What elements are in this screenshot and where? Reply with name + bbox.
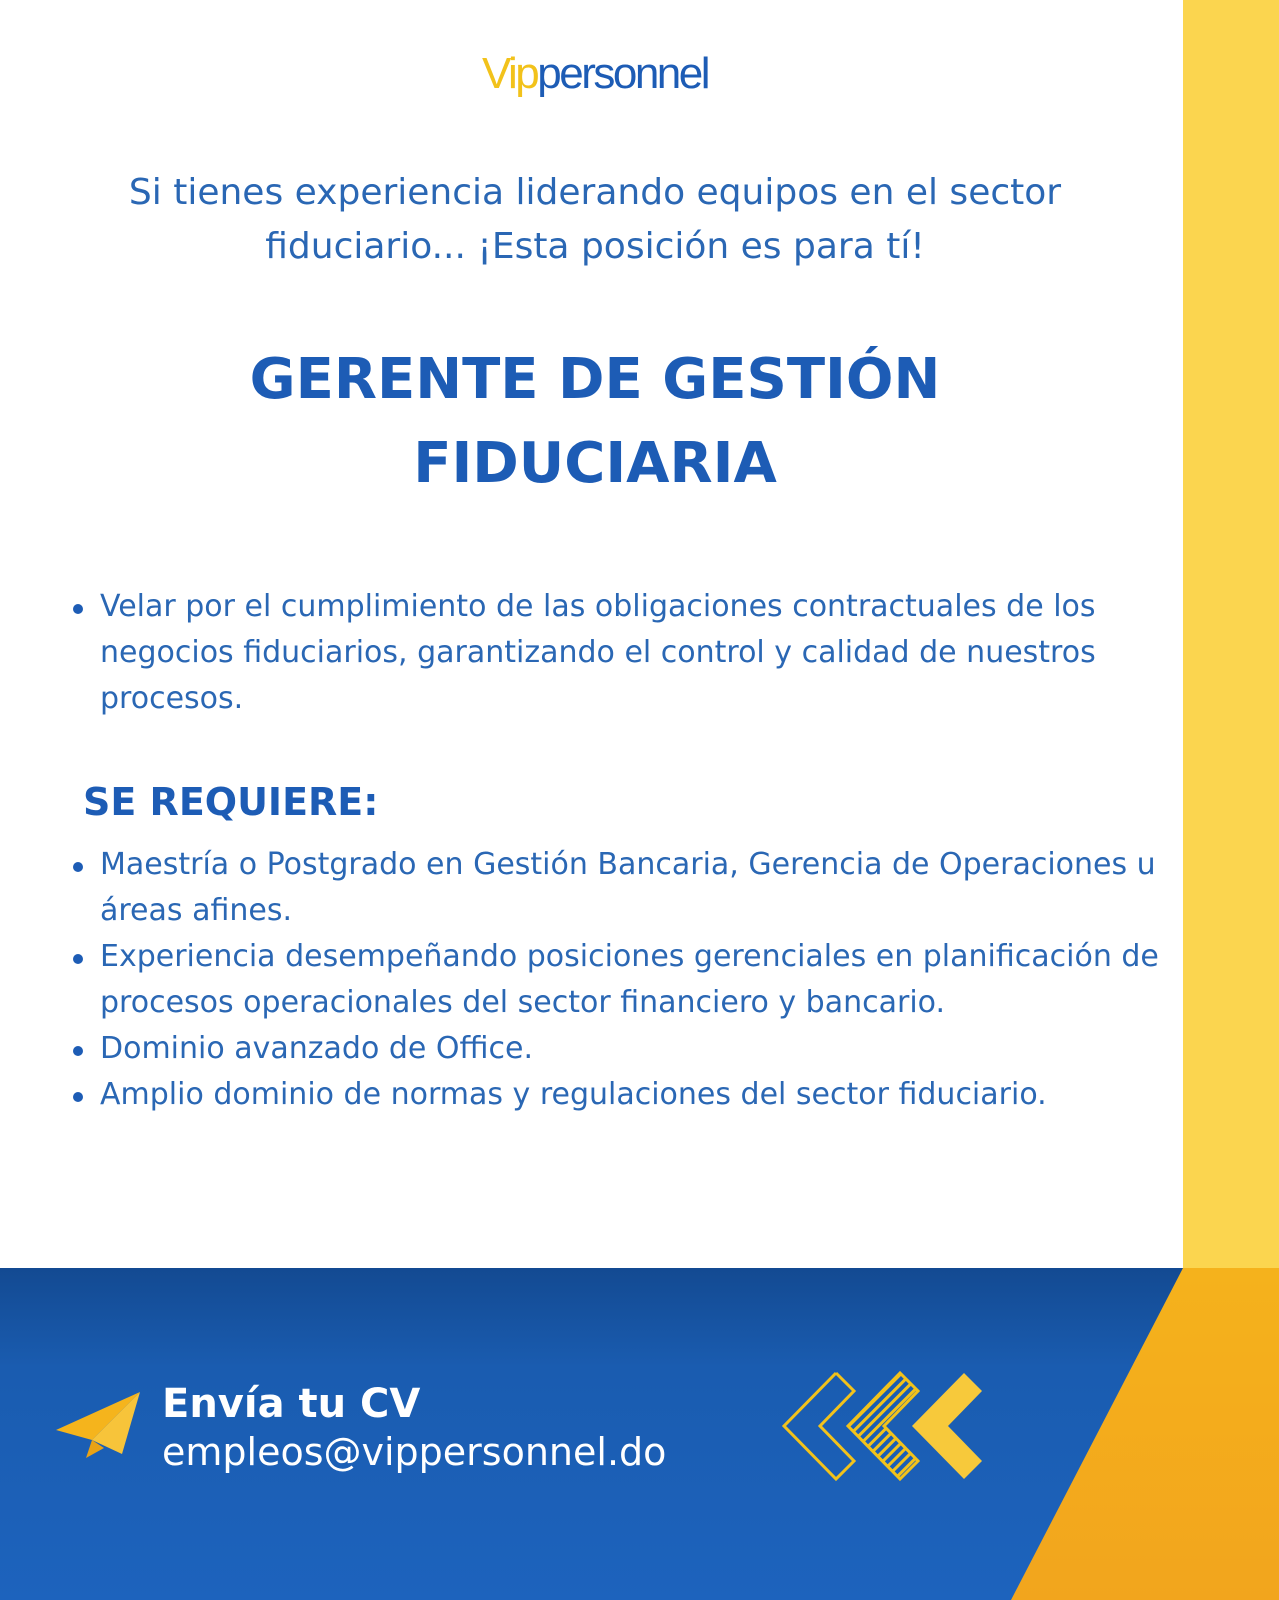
requirements-list — [70, 842, 1160, 1118]
duty-item: Velar por el cumplimiento de las obligaciones contractuales de los negocios fiduciarios, garantizando el control y calidad de nuestros procesos. — [70, 584, 1130, 722]
chevrons-decoration-icon — [776, 1368, 996, 1488]
side-accent-stripe — [1183, 0, 1279, 1268]
paper-plane-icon — [56, 1392, 142, 1462]
requirement-item: Experiencia desempeñando posiciones gerenciales en planificación de procesos operacionales del sector financiero y bancario. — [70, 934, 1160, 1026]
contact-email-link[interactable]: empleos@vippersonnel.do — [162, 1430, 667, 1474]
job-title — [100, 338, 1090, 506]
requirements-heading: SE REQUIERE: — [83, 780, 379, 824]
vippersonnel-logo — [0, 44, 1190, 104]
intro-line-2: fiduciario... ¡Esta posición es para tí! — [265, 226, 925, 267]
job-title-line-2: FIDUCIARIA — [413, 431, 777, 496]
job-title-line-1: GERENTE DE GESTIÓN — [249, 347, 941, 412]
intro-line-1: Si tienes experiencia liderando equipos en el sector — [128, 172, 1062, 213]
logo-vip-text: Vip — [481, 49, 538, 98]
contact-footer — [0, 1268, 1279, 1600]
duties-list — [70, 584, 1130, 722]
intro-text — [60, 166, 1130, 274]
requirement-item: Amplio dominio de normas y regulaciones del sector fiduciario. — [70, 1072, 1160, 1118]
requirement-item: Dominio avanzado de Office. — [70, 1026, 1160, 1072]
logo-personnel-text: personnel — [537, 49, 709, 98]
requirement-item: Maestría o Postgrado en Gestión Bancaria, Gerencia de Operaciones u áreas afines. — [70, 842, 1160, 934]
send-cv-label: Envía tu CV — [162, 1381, 421, 1427]
